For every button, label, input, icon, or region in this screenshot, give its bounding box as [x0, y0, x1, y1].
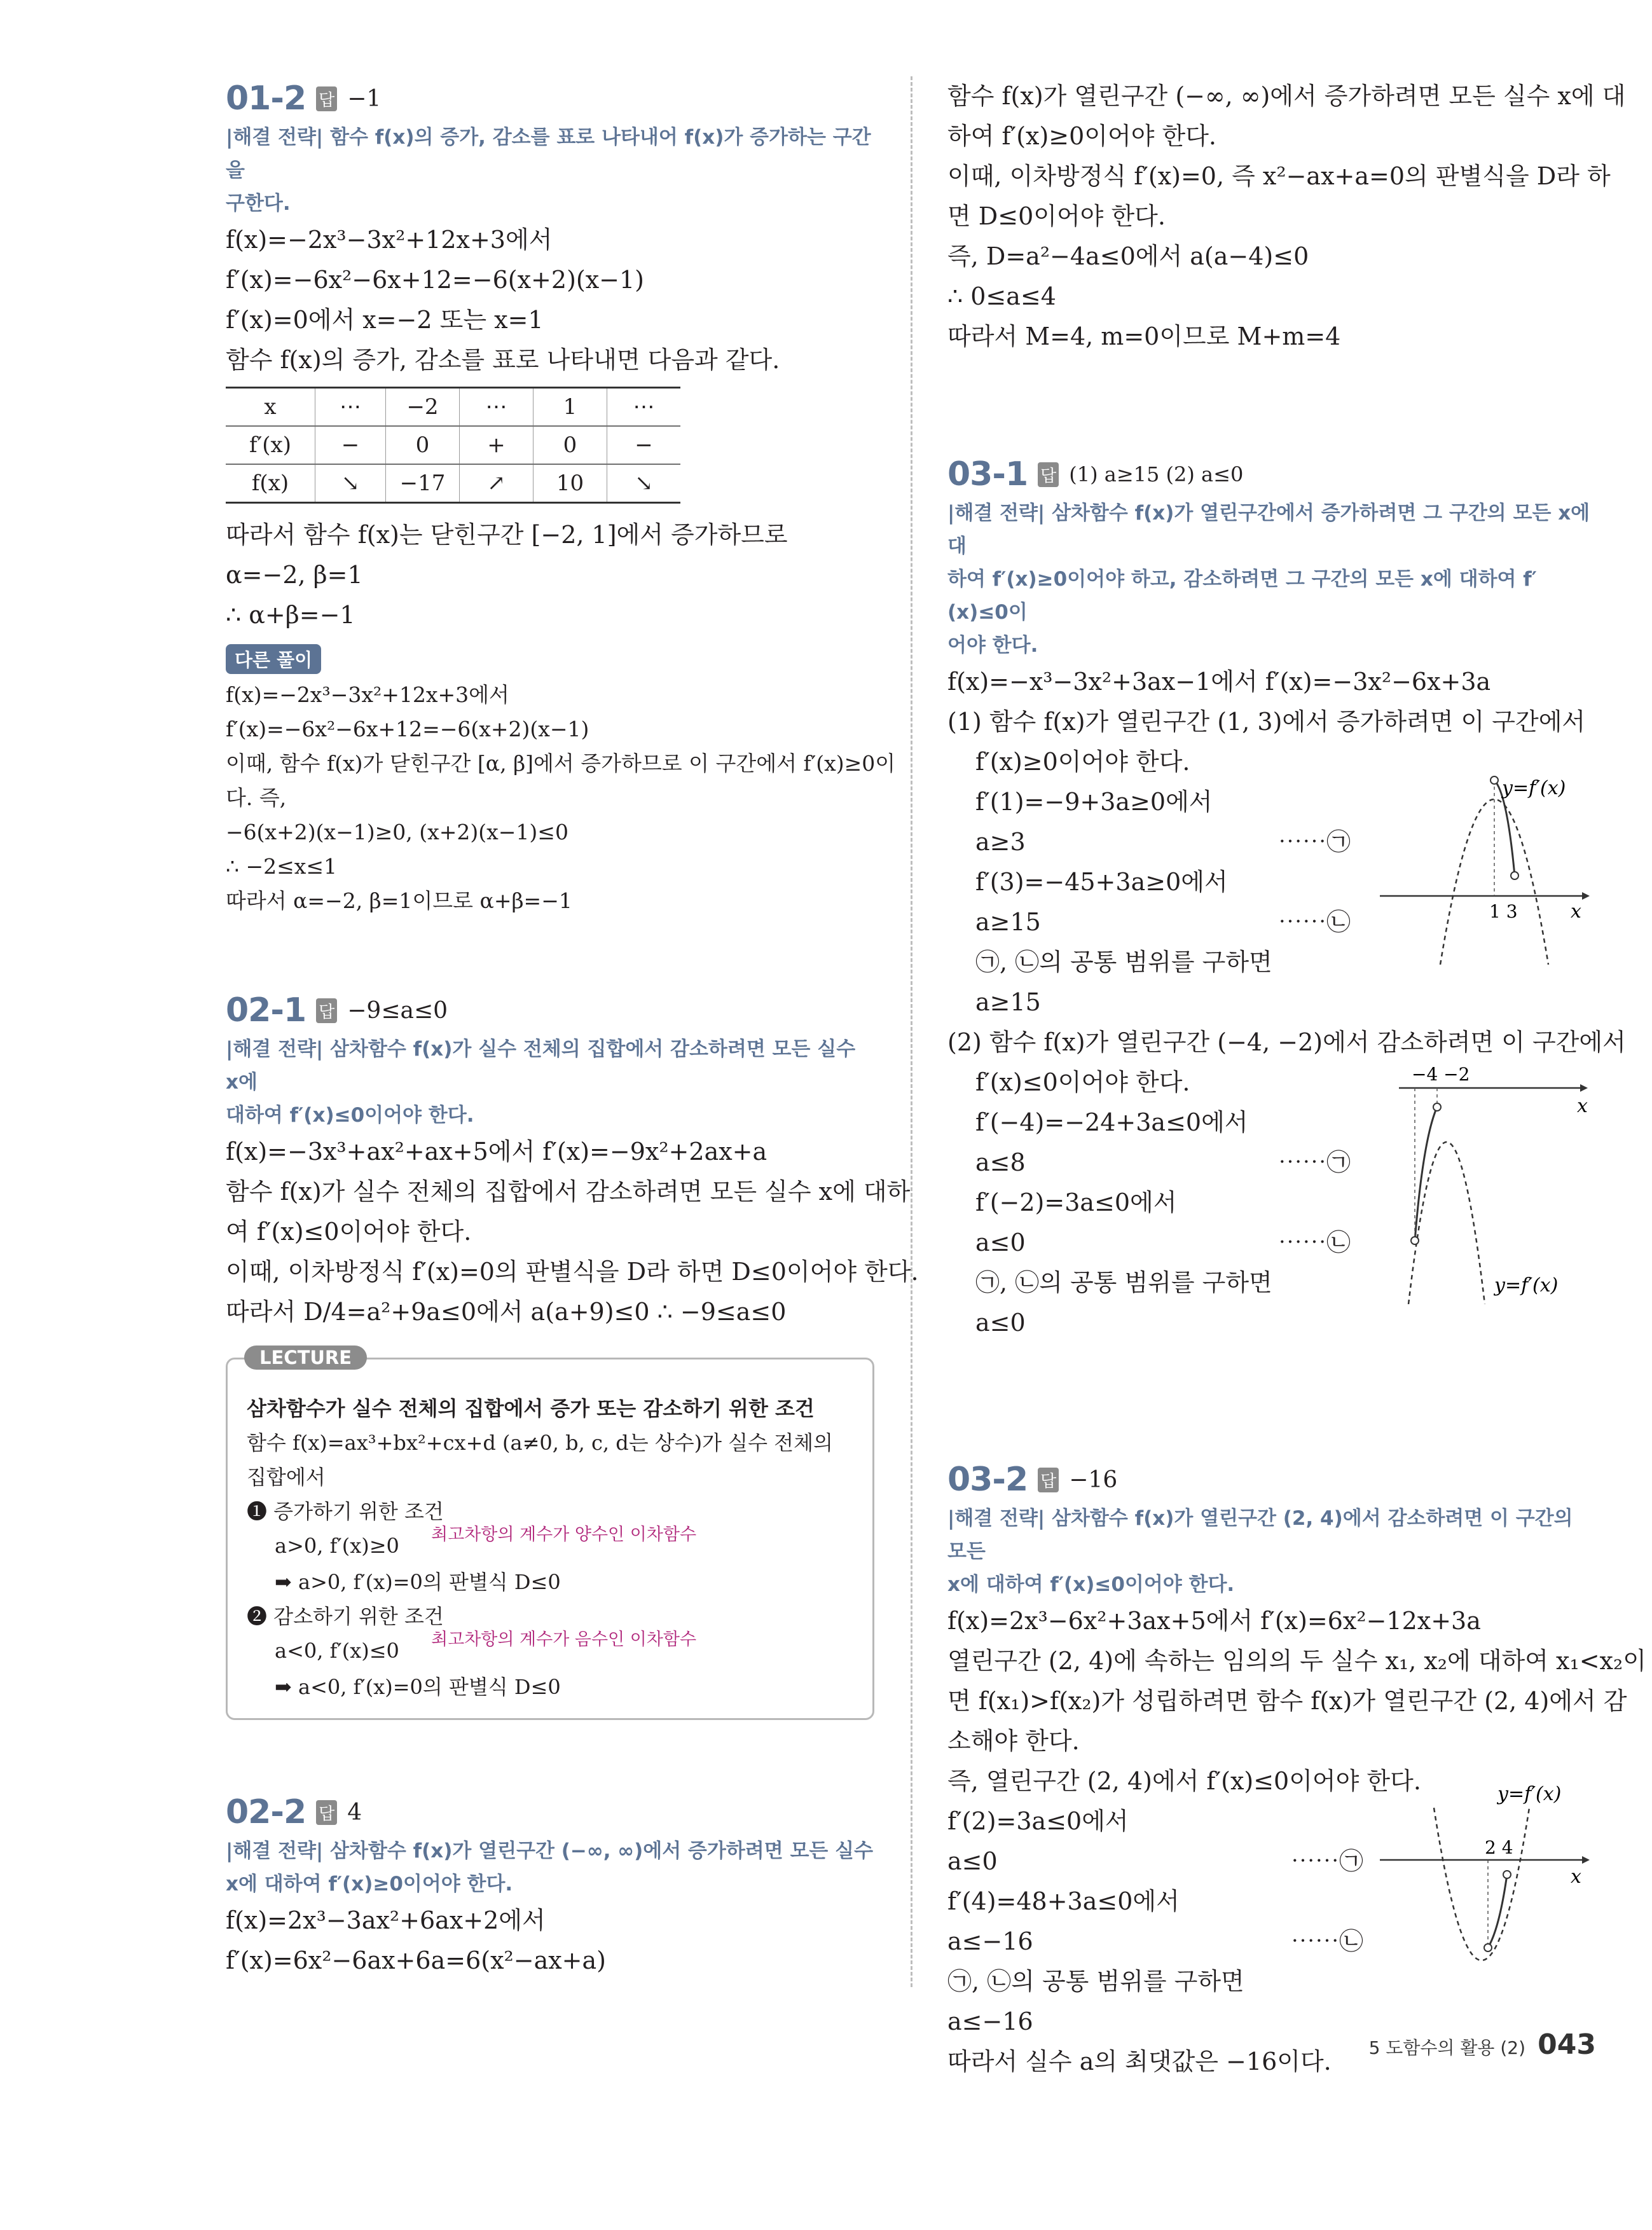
problem-number: 02-1: [226, 991, 306, 1029]
solution-line: f′(x)=0에서 x=−2 또는 x=1: [226, 306, 544, 334]
solution-line: 이때, 이차방정식 f′(x)=0, 즉 x²−ax+a=0의 판별식을 D라 하: [947, 162, 1611, 190]
solution-line: f(x)=−2x³−3x²+12x+3에서: [226, 226, 553, 254]
lecture-line: ➡ a<0, f′(x)=0의 판별식 D≤0: [275, 1675, 561, 1699]
axis-label: x: [1577, 1095, 1588, 1117]
lecture-box: [226, 1347, 874, 1720]
step-text: a≥15: [975, 908, 1041, 936]
lecture-line: [247, 1630, 853, 1670]
strategy-line: |해결 전략| 삼차함수 f(x)가 실수 전체의 집합에서 감소하려면 모든 실수 x에: [226, 1038, 856, 1094]
point: [1511, 872, 1518, 879]
alt-line: −6(x+2)(x−1)≥0, (x+2)(x−1)≤0: [226, 820, 568, 844]
lecture-tag: LECTURE: [244, 1346, 367, 1370]
solution-line: f(x)=−3x³+ax²+ax+5에서 f′(x)=−9x²+2ax+a: [226, 1138, 767, 1166]
table-cell: f′(x): [226, 426, 315, 464]
step-mark: ⋯⋯㉠: [1278, 828, 1351, 856]
strategy-line: |해결 전략| 삼차함수 f(x)가 열린구간에서 증가하려면 그 구간의 모든 x에 대: [947, 502, 1590, 558]
solution-line: 즉, 열린구간 (2, 4)에서 f′(x)≤0이어야 한다.: [947, 1767, 1421, 1795]
page-footer: [1367, 2028, 1596, 2061]
page-number: 043: [1538, 2028, 1596, 2061]
solution-line: 소해야 한다.: [947, 1727, 1080, 1755]
answer-badge: 답: [1038, 1468, 1059, 1492]
solution-line: 이때, 이차방정식 f′(x)=0의 판별식을 D라 하면 D≤0이어야 한다.: [226, 1258, 919, 1286]
table-row: [226, 426, 680, 464]
step-mark: ⋯⋯㉡: [1291, 1927, 1364, 1955]
solution-line: a≤0: [975, 1309, 1026, 1337]
table-cell: ⋯: [315, 388, 386, 427]
table-cell: 1: [533, 388, 607, 427]
alt-line: f(x)=−2x³−3x²+12x+3에서: [226, 682, 509, 707]
step-text: a≤8: [975, 1148, 1026, 1176]
answer-badge: 답: [316, 86, 337, 111]
solution-line: f(x)=2x³−6x²+3ax+5에서 f′(x)=6x²−12x+3a: [947, 1607, 1481, 1635]
solution-line: ㉠, ㉡의 공통 범위를 구하면: [947, 1967, 1244, 1995]
point: [1503, 1871, 1511, 1878]
table-cell: −17: [386, 464, 460, 503]
lecture-line: ❷ 감소하기 위한 조건: [247, 1604, 444, 1628]
point: [1433, 1103, 1441, 1111]
left-column: [226, 76, 919, 1981]
answer: 4: [347, 1799, 362, 1826]
arrow-icon: [1582, 892, 1590, 900]
lecture-line: ➡ a>0, f′(x)=0의 판별식 D≤0: [275, 1570, 561, 1594]
part2-block: [947, 1063, 1596, 1343]
graph-2: [1386, 1063, 1596, 1304]
answer: (1) a≥15 (2) a≤0: [1069, 462, 1244, 486]
solution-line: 즉, D=a²−4a≤0에서 a(a−4)≤0: [947, 242, 1309, 270]
right-column: [947, 76, 1646, 2082]
part-heading: (2) 함수 f(x)가 열린구간 (−4, −2)에서 감소하려면 이 구간에서: [947, 1028, 1626, 1056]
chapter-label: 5 도함수의 활용 (2): [1368, 2037, 1526, 2058]
problem-header: [947, 452, 1596, 497]
solution-line: a≤−16: [947, 2007, 1033, 2035]
steps-block: [947, 1783, 1596, 2042]
answer: −1: [347, 85, 382, 112]
lecture-title: 삼차함수가 실수 전체의 집합에서 증가 또는 감소하기 위한 조건: [247, 1396, 815, 1421]
lecture-condition: a<0, f′(x)≤0: [275, 1639, 399, 1663]
solution-line: f′(4)=48+3a≤0에서: [947, 1887, 1180, 1915]
problem-header: [947, 1457, 1596, 1502]
step-mark: ⋯⋯㉠: [1278, 1148, 1351, 1176]
strategy-line: x에 대하여 f′(x)≤0이어야 한다.: [947, 1573, 1235, 1596]
strategy-line: |해결 전략| 함수 f(x)의 증가, 감소를 표로 나타내어 f(x)가 증가하는 구간을: [226, 126, 871, 182]
table-cell: ⋯: [607, 388, 681, 427]
step-text: a≤0: [975, 1229, 1026, 1256]
problem-header: [226, 1790, 874, 1834]
step-mark: ⋯⋯㉡: [1278, 1229, 1351, 1256]
solution-line: f′(x)=6x²−6ax+6a=6(x²−ax+a): [226, 1946, 606, 1974]
parabola-solid: [1488, 1875, 1507, 1948]
table-cell: +: [460, 426, 533, 464]
problem-number: 02-2: [226, 1793, 306, 1831]
alt-line: 다. 즉,: [226, 785, 287, 810]
solution-line: 따라서 D/4=a²+9a≤0에서 a(a+9)≤0 ∴ −9≤a≤0: [226, 1298, 787, 1326]
answer-badge: 답: [1038, 462, 1059, 487]
part1-block: [947, 742, 1596, 1022]
step-text: a≤0: [947, 1847, 998, 1875]
strategy-line: 구한다.: [226, 192, 291, 215]
conclusion: 따라서 실수 a의 최댓값은 −16이다.: [947, 2048, 1332, 2075]
answer: −16: [1069, 1466, 1118, 1493]
point: [1490, 776, 1498, 784]
solution-line: 함수 f(x)가 실수 전체의 집합에서 감소하려면 모든 실수 x에 대하: [226, 1178, 911, 1206]
solution-line: 면 D≤0이어야 한다.: [947, 202, 1166, 230]
parabola-dashed: [1434, 1808, 1529, 1960]
step-text: a≤−16: [947, 1927, 1033, 1955]
solution-line: ㉠, ㉡의 공통 범위를 구하면: [975, 1269, 1272, 1297]
curve-label: y=f′(x): [1502, 777, 1566, 799]
spacer: [226, 918, 874, 988]
sign-table: [226, 387, 680, 504]
graph-1: [1380, 755, 1590, 965]
parabola-solid: [1415, 1107, 1437, 1241]
problem-number: 03-2: [947, 1461, 1028, 1499]
alt-line: 이때, 함수 f(x)가 닫힌구간 [α, β]에서 증가하므로 이 구간에서 f′(x)≥0이: [226, 751, 896, 776]
answer: −9≤a≤0: [347, 997, 448, 1024]
strategy-line: 어야 한다.: [947, 634, 1038, 657]
solution-line: f(x)=2x³−3ax²+6ax+2에서: [226, 1906, 546, 1934]
table-cell: −: [607, 426, 681, 464]
strategy-line: |해결 전략| 삼차함수 f(x)가 열린구간 (2, 4)에서 감소하려면 이 구간의 모든: [947, 1507, 1573, 1563]
strategy-line: 하여 f′(x)≥0이어야 하고, 감소하려면 그 구간의 모든 x에 대하여 f′(x)≤0이: [947, 568, 1537, 624]
graph-3: [1380, 1776, 1590, 2018]
strategy-line: |해결 전략| 삼차함수 f(x)가 열린구간 (−∞, ∞)에서 증가하려면 모든 실수: [226, 1840, 874, 1862]
alt-line: f′(x)=−6x²−6x+12=−6(x+2)(x−1): [226, 717, 589, 741]
table-cell: −: [315, 426, 386, 464]
solution-line: 열린구간 (2, 4)에 속하는 임의의 두 실수 x₁, x₂에 대하여 x₁<x₂이: [947, 1647, 1646, 1675]
axis-label: x: [1571, 900, 1581, 923]
tick-label: −4 −2: [1412, 1064, 1470, 1085]
table-cell: 0: [386, 426, 460, 464]
solution-line: f(x)=−x³−3x²+3ax−1에서 f′(x)=−3x²−6x+3a: [947, 668, 1491, 696]
solution-line: 함수 f(x)의 증가, 감소를 표로 나타내면 다음과 같다.: [226, 346, 780, 374]
solution-line: f′(−2)=3a≤0에서: [975, 1188, 1177, 1216]
solution-line: ㉠, ㉡의 공통 범위를 구하면: [975, 948, 1272, 976]
solution-line: 따라서 M=4, m=0이므로 M+m=4: [947, 322, 1341, 350]
spacer: [947, 1343, 1596, 1457]
solution-line: 면 f(x₁)>f(x₂)가 성립하려면 함수 f(x)가 열린구간 (2, 4)에서 감: [947, 1687, 1627, 1715]
tick-label: 2 4: [1485, 1837, 1513, 1858]
step-mark: ⋯⋯㉡: [1278, 908, 1351, 936]
lecture-line: 함수 f(x)=ax³+bx²+cx+d (a≠0, b, c, d는 상수)가 실수 전체의: [247, 1431, 833, 1455]
problem-header: [226, 988, 874, 1033]
solution-line: f′(x)=−6x²−6x+12=−6(x+2)(x−1): [226, 266, 644, 294]
table-cell: ⋯: [460, 388, 533, 427]
arrow-icon: [1582, 1856, 1590, 1864]
table-cell: ↘: [607, 464, 681, 503]
lecture-note: 최고차항의 계수가 음수인 이차함수: [431, 1630, 697, 1649]
solution-line: α=−2, β=1: [226, 561, 363, 589]
table-cell: ↗: [460, 464, 533, 503]
part-heading: (1) 함수 f(x)가 열린구간 (1, 3)에서 증가하려면 이 구간에서: [947, 708, 1586, 736]
strategy-line: x에 대하여 f′(x)≥0이어야 한다.: [226, 1873, 513, 1896]
parabola-dashed: [1408, 1142, 1485, 1304]
alt-line: 따라서 α=−2, β=1이므로 α+β=−1: [226, 888, 572, 913]
lecture-note: 최고차항의 계수가 양수인 이차함수: [431, 1525, 697, 1545]
table-cell: ↘: [315, 464, 386, 503]
arrow-icon: [1580, 1084, 1588, 1092]
table-row: [226, 464, 680, 503]
curve-label: y=f′(x): [1494, 1274, 1559, 1297]
solution-line: 여 f′(x)≤0이어야 한다.: [226, 1218, 472, 1246]
table-cell: f(x): [226, 464, 315, 503]
solution-line: f′(x)≤0이어야 한다.: [975, 1068, 1190, 1096]
curve-label: y=f′(x): [1497, 1783, 1562, 1805]
solution-line: a≥15: [975, 988, 1041, 1016]
problem-number: 03-1: [947, 455, 1028, 493]
axis-label: x: [1571, 1866, 1581, 1888]
solution-line: f′(1)=−9+3a≥0에서: [975, 788, 1213, 816]
solution-line: f′(−4)=−24+3a≤0에서: [975, 1108, 1248, 1136]
step-text: a≥3: [975, 828, 1026, 856]
solution-line: f′(3)=−45+3a≥0에서: [975, 868, 1228, 896]
step-mark: ⋯⋯㉠: [1291, 1847, 1364, 1875]
problem-number: 01-2: [226, 79, 306, 118]
problem-header: [226, 76, 874, 121]
strategy-line: 대하여 f′(x)≤0이어야 한다.: [226, 1104, 474, 1127]
alt-line: ∴ −2≤x≤1: [226, 854, 338, 879]
lecture-condition: a>0, f′(x)≥0: [275, 1534, 399, 1558]
table-cell: 0: [533, 426, 607, 464]
solution-line: 하여 f′(x)≥0이어야 한다.: [947, 122, 1216, 150]
lecture-line: ❶ 증가하기 위한 조건: [247, 1499, 444, 1524]
alt-solution-tag: 다른 풀이: [226, 644, 321, 674]
answer-badge: 답: [316, 998, 337, 1023]
table-cell: x: [226, 388, 315, 427]
table-cell: 10: [533, 464, 607, 503]
lecture-line: [247, 1525, 853, 1565]
answer-badge: 답: [316, 1800, 337, 1825]
column-divider: [911, 76, 912, 1987]
solution-line: ∴ α+β=−1: [226, 601, 355, 629]
solution-line: ∴ 0≤a≤4: [947, 282, 1056, 310]
table-cell: −2: [386, 388, 460, 427]
spacer: [226, 1720, 874, 1790]
point: [1411, 1237, 1419, 1244]
point: [1484, 1944, 1492, 1951]
table-row: [226, 388, 680, 427]
solution-line: 따라서 함수 f(x)는 닫힌구간 [−2, 1]에서 증가하므로: [226, 521, 788, 549]
lecture-line: 집합에서: [247, 1465, 326, 1489]
solution-line: f′(2)=3a≤0에서: [947, 1807, 1129, 1835]
tick-label: 1 3: [1489, 901, 1518, 922]
solution-line: f′(x)≥0이어야 한다.: [975, 748, 1190, 776]
solution-line: 함수 f(x)가 열린구간 (−∞, ∞)에서 증가하려면 모든 실수 x에 대: [947, 82, 1626, 110]
spacer: [947, 357, 1596, 452]
